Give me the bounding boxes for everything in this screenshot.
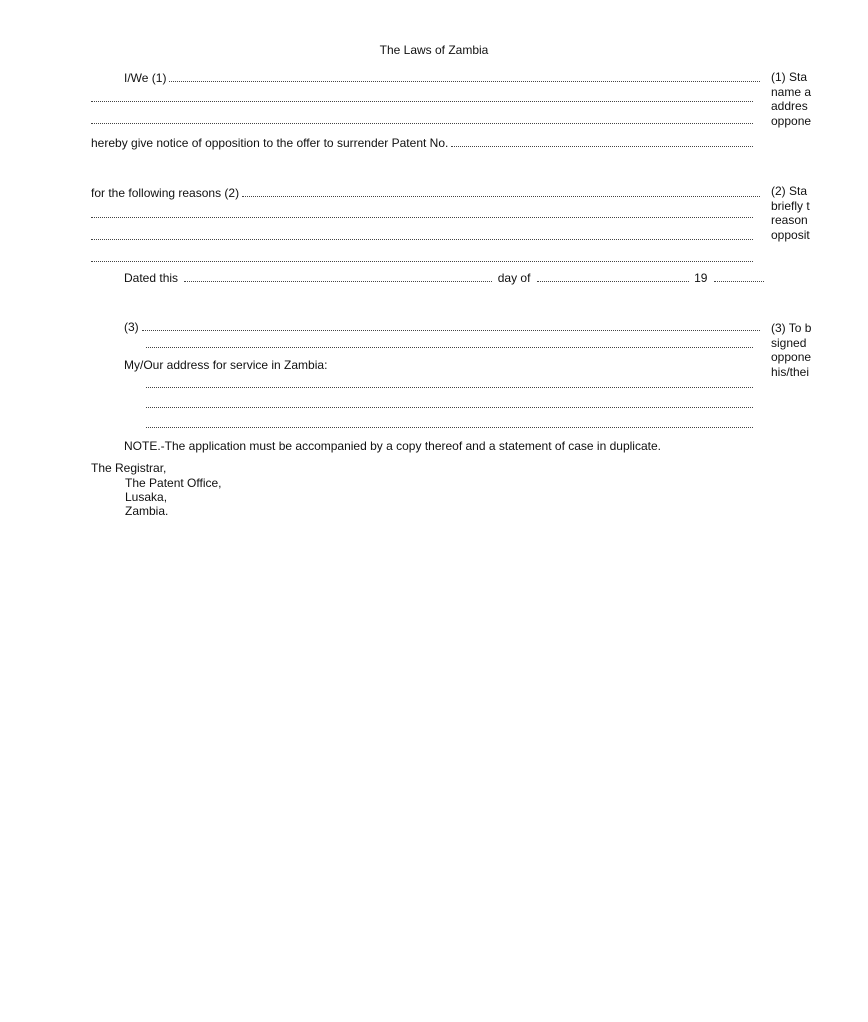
page-title: The Laws of Zambia [379, 43, 489, 57]
addressee-line-3: Lusaka, [125, 490, 168, 504]
reasons-field[interactable] [242, 186, 760, 197]
addressee-line-4: Zambia. [125, 504, 169, 518]
applicant-row [124, 71, 760, 85]
addressee-line-1: The Registrar, [91, 461, 167, 475]
dated-day-field[interactable] [184, 271, 492, 282]
margin-note-3: (3) To b signed oppone his/thei [771, 321, 812, 379]
address-field-line-1[interactable] [146, 387, 753, 388]
dated-row [124, 271, 764, 285]
signature-label: (3) [124, 320, 139, 334]
applicant-field-line-3[interactable] [91, 123, 753, 124]
reasons-field-line-4[interactable] [91, 261, 753, 262]
signature-field[interactable] [142, 320, 760, 331]
dated-label: Dated this [124, 271, 179, 285]
reasons-field-line-3[interactable] [91, 239, 753, 240]
address-field-line-2[interactable] [146, 407, 753, 408]
reasons-label: for the following reasons (2) [91, 186, 240, 200]
applicant-field[interactable] [169, 71, 760, 82]
dated-month-field[interactable] [537, 271, 689, 282]
note-text: NOTE.-The application must be accompanied by a copy thereof and a statement of case in duplicate. [124, 439, 661, 453]
margin-note-1: (1) Sta name a addres oppone [771, 70, 812, 128]
day-of-label: day of [497, 271, 531, 285]
reasons-row [91, 186, 760, 200]
year-prefix-label: 19 [694, 271, 708, 285]
notice-label: hereby give notice of opposition to the offer to surrender Patent No. [91, 136, 449, 150]
addressee-line-2: The Patent Office, [125, 476, 222, 490]
iwe-label: I/We (1) [124, 71, 167, 85]
signature-row [124, 320, 760, 334]
reasons-field-line-2[interactable] [91, 217, 753, 218]
signature-field-line-2[interactable] [146, 347, 753, 348]
dated-year-field[interactable] [714, 271, 764, 282]
applicant-field-line-2[interactable] [91, 101, 753, 102]
address-label: My/Our address for service in Zambia: [124, 358, 328, 372]
patent-number-field[interactable] [451, 136, 753, 147]
patent-row [91, 136, 753, 150]
margin-note-2: (2) Sta briefly t reason opposit [771, 184, 810, 242]
address-field-line-3[interactable] [146, 427, 753, 428]
